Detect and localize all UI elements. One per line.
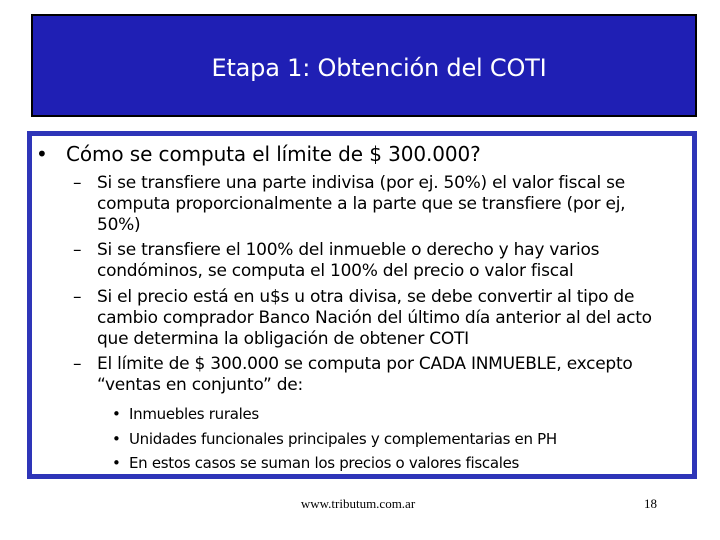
- sub-bullet-marker: –: [73, 287, 82, 307]
- page-number: 18: [644, 496, 657, 511]
- sub-bullet-3-line-1: Si el precio está en u$s u otra divisa, se debe convertir al tipo de: [97, 287, 635, 307]
- sub-sub-bullet-2: Unidades funcionales principales y complementarias en PH: [129, 430, 557, 448]
- sub-sub-bullet-marker: •: [112, 430, 121, 448]
- sub-bullet-1-line-2: computa proporcionalmente a la parte que se transfiere (por ej,: [97, 194, 626, 214]
- sub-bullet-marker: –: [73, 173, 82, 193]
- sub-bullet-4-line-1: El límite de $ 300.000 se computa por CADA INMUEBLE, excepto: [97, 354, 633, 374]
- sub-bullet-3-line-3: que determina la obligación de obtener COTI: [97, 329, 469, 349]
- sub-sub-bullet-marker: •: [112, 454, 121, 472]
- sub-bullet-marker: –: [73, 354, 82, 374]
- sub-bullet-2-line-2: condóminos, se computa el 100% del precio o valor fiscal: [97, 261, 574, 281]
- slide-content-box: [27, 131, 697, 479]
- sub-sub-bullet-1: Inmuebles rurales: [129, 405, 259, 423]
- sub-sub-bullet-3: En estos casos se suman los precios o valores fiscales: [129, 454, 520, 472]
- sub-bullet-4-line-2: “ventas en conjunto” de:: [97, 375, 303, 395]
- sub-bullet-1-line-3: 50%): [97, 215, 141, 235]
- sub-bullet-marker: –: [73, 240, 82, 260]
- slide-title: Etapa 1: Obtención del COTI: [211, 53, 547, 82]
- sub-sub-bullet-marker: •: [112, 405, 121, 423]
- footer-url: [0, 496, 720, 512]
- main-bullet-text: Cómo se computa el límite de $ 300.000?: [66, 142, 481, 166]
- main-bullet-marker: •: [36, 142, 48, 166]
- footer-url-text: www.tributum.com.ar: [300, 496, 416, 511]
- sub-bullet-1-line-1: Si se transfiere una parte indivisa (por ej. 50%) el valor fiscal se: [97, 173, 625, 193]
- slide-title-box: [31, 14, 697, 117]
- sub-bullet-2-line-1: Si se transfiere el 100% del inmueble o derecho y hay varios: [97, 240, 600, 260]
- sub-bullet-3-line-2: cambio comprador Banco Nación del último día anterior al del acto: [97, 308, 652, 328]
